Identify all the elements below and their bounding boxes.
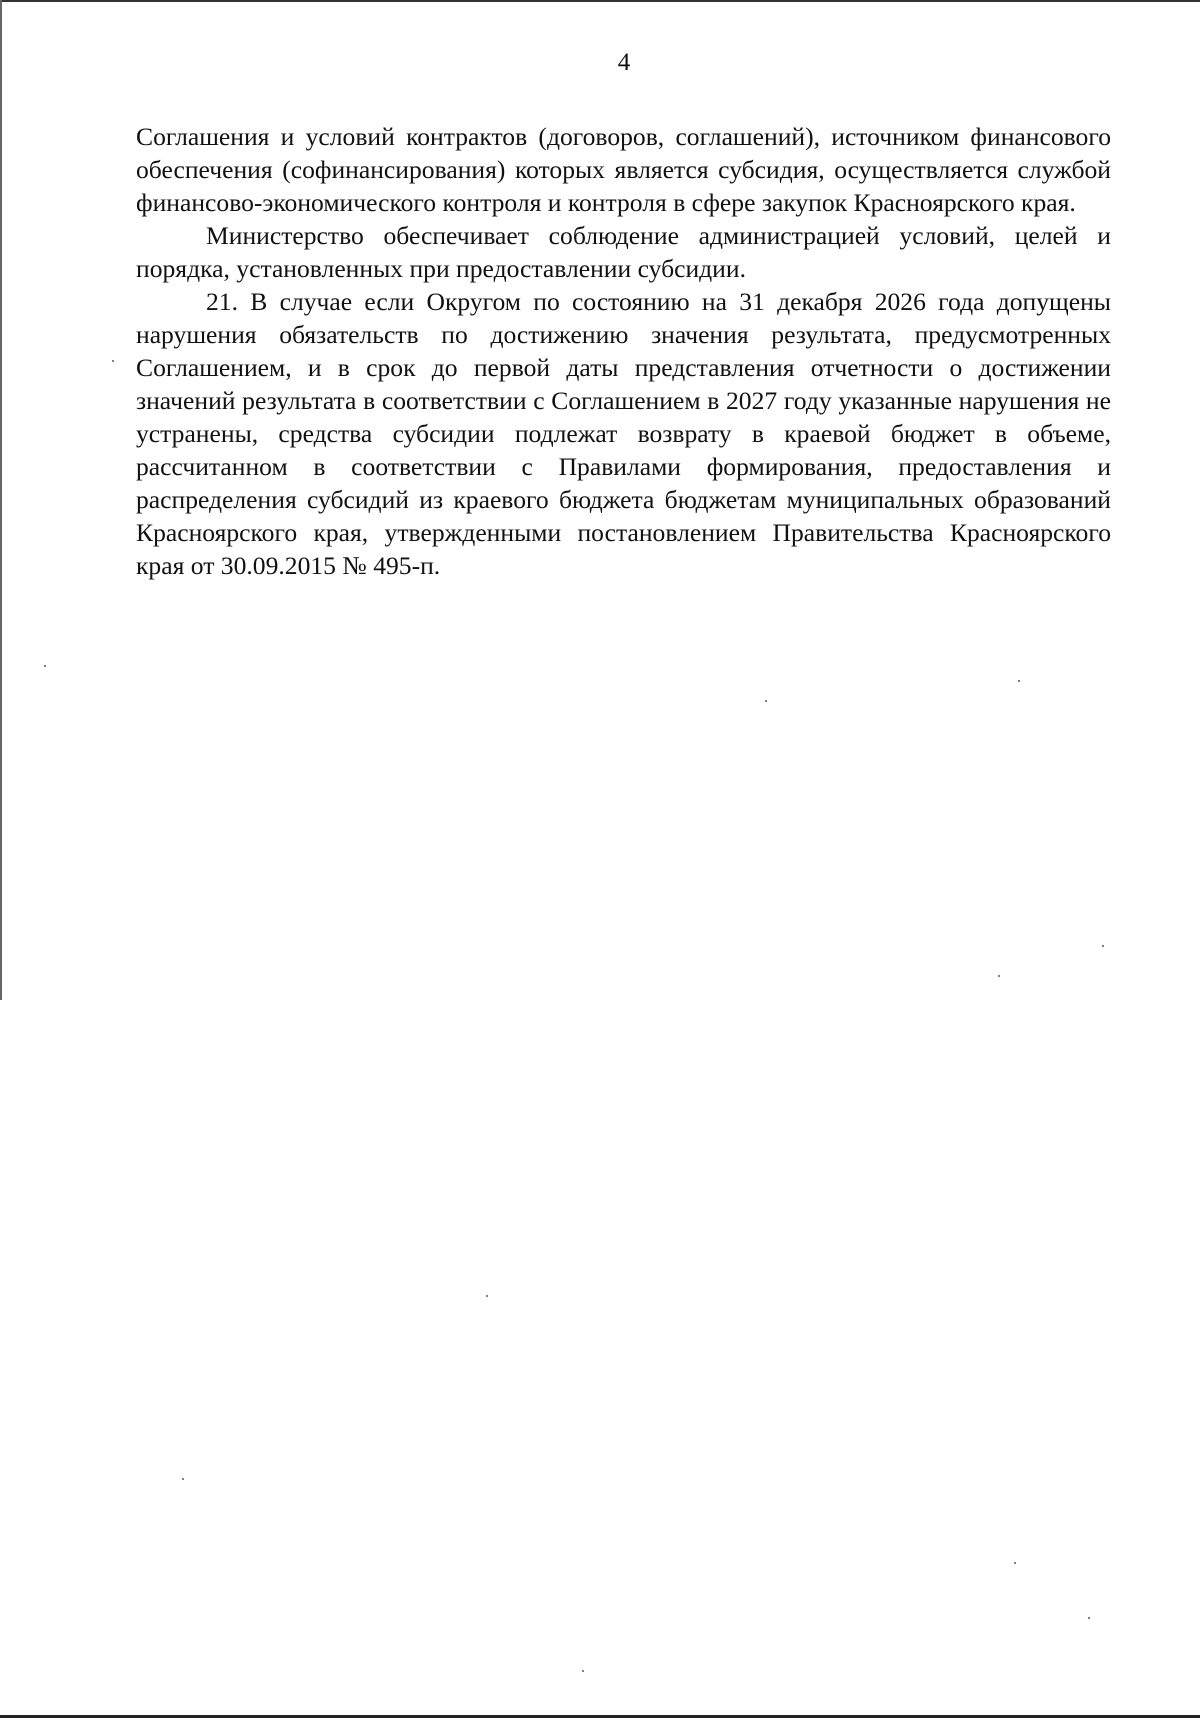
- document-body: [136, 120, 1111, 582]
- scan-speck: [998, 975, 1000, 977]
- scan-edge-top: [0, 0, 1200, 2]
- scan-edge-bottom: [0, 1715, 1200, 1718]
- scan-speck: [1102, 945, 1104, 947]
- scan-speck: [1088, 1617, 1090, 1619]
- paragraph-continuation: Соглашения и условий контрактов (договоров, соглашений), источником финансового обеспечения (софинансирования) которых является субсидия, осуществляется службой финансово-экономического контроля и контроля в сфере закупок Красноярского края.: [136, 122, 1111, 217]
- paragraph-ministry-oversight: Министерство обеспечивает соблюдение администрацией условий, целей и порядка, установленных при предоставлении субсидии.: [136, 221, 1111, 283]
- scan-speck: [44, 665, 46, 667]
- scan-speck: [182, 1478, 184, 1480]
- scan-speck: [486, 1295, 488, 1297]
- scan-speck: [765, 700, 767, 702]
- scan-edge-left: [0, 0, 2, 1000]
- scan-speck: [1018, 680, 1020, 682]
- scan-speck: [582, 1670, 584, 1672]
- scan-speck: [1014, 1562, 1016, 1564]
- page-number: 4: [617, 49, 631, 76]
- scan-speck: [112, 360, 114, 362]
- paragraph-clause-21: 21. В случае если Округом по состоянию на 31 декабря 2026 года допущены нарушения обязательств по достижению значения результата, предусмотренных Соглашением, и в срок до первой даты представления отчетности о достижении значений результата в соответствии с Соглашением в 2027 году указанные нарушения не устранены, средства субсидии подлежат возврату в краевой бюджет в объеме, рассчитанном в соответствии с Правилами формирования, предоставления и распределения субсидий из краевого бюджета бюджетам муниципальных образований Красноярского края, утвержденными постановлением Правительства Красноярского края от 30.09.2015 № 495-п.: [136, 287, 1111, 580]
